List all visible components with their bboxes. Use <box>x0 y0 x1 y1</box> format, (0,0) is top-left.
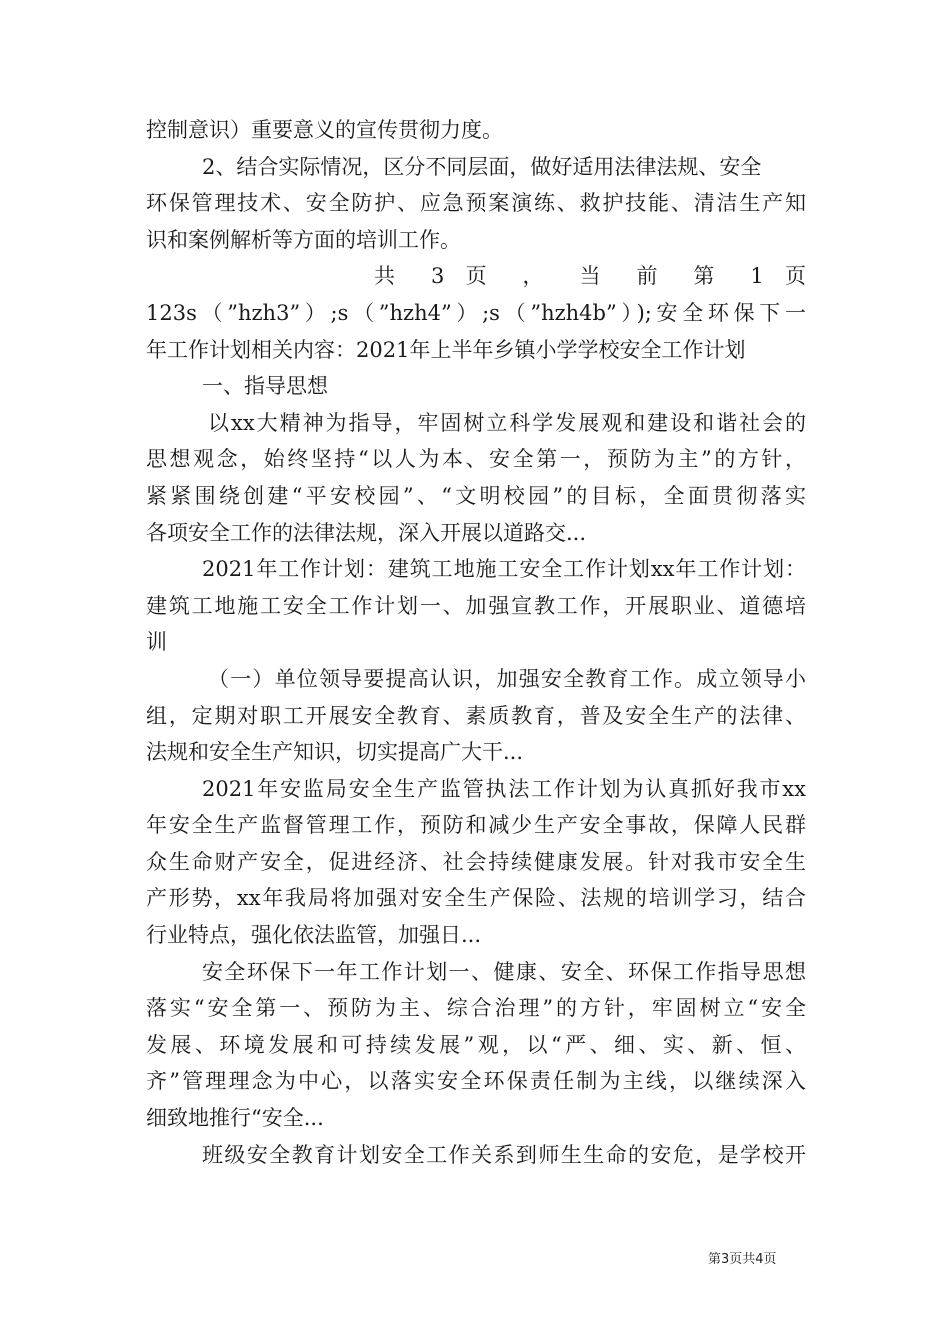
text-line: 123s（”hzh3”）;s（”hzh4”）;s（”hzh4b”）);安全环保下一 <box>146 300 806 325</box>
text-line: 环保管理技术、安全防护、应急预案演练、救护技能、清洁生产知 <box>146 191 806 216</box>
text-line: 控制意识）重要意义的宣传贯彻力度。 <box>146 118 503 142</box>
text-line: 识和案例解析等方面的培训工作。 <box>146 227 461 252</box>
text-line: 齐”管理理念为中心，以落实安全环保责任制为主线，以继续深入 <box>146 1069 806 1094</box>
text-line: 2、结合实际情况，区分不同层面，做好适用法律法规、安全 <box>202 154 762 179</box>
text-line: 法规和安全生产知识，切实提高广大干... <box>146 740 524 765</box>
section-heading: 一、指导思想 <box>202 374 328 399</box>
text-line: 众生命财产安全，促进经济、社会持续健康发展。针对我市安全生 <box>146 849 806 874</box>
text-line: 2021年安监局安全生产监管执法工作计划为认真抓好我市xx <box>202 776 806 801</box>
text-line: 各项安全工作的法律法规，深入开展以道路交... <box>146 520 587 545</box>
document-body <box>146 112 806 1173</box>
text-line: 产形势，xx年我局将加强对安全生产保险、法规的培训学习，结合 <box>146 886 806 911</box>
text-line: 组，定期对职工开展安全教育、素质教育，普及安全生产的法律、 <box>146 703 806 728</box>
text-line: 落实“安全第一、预防为主、综合治理”的方针，牢固树立“安全 <box>146 996 806 1021</box>
text-line: 班级安全教育计划安全工作关系到师生生命的安危，是学校开 <box>202 1142 806 1167</box>
text-line: 安全环保下一年工作计划一、健康、安全、环保工作指导思想 <box>202 959 806 984</box>
text-line: 训 <box>146 630 167 655</box>
text-line: 2021年工作计划：建筑工地施工安全工作计划xx年工作计划： <box>202 557 806 582</box>
text-line: 紧紧围绕创建“平安校园”、“文明校园”的目标，全面贯彻落实 <box>146 483 806 508</box>
text-line: （一）单位领导要提高认识，加强安全教育工作。成立领导小 <box>208 666 806 691</box>
text-line: 年安全生产监督管理工作，预防和减少生产安全事故，保障人民群 <box>146 813 806 838</box>
page-footer: 第3页共4页 <box>708 1252 777 1267</box>
text-line: 以xx大精神为指导，牢固树立科学发展观和建设和谐社会的 <box>208 410 806 435</box>
page-count-line: 共 3 页 ， 当 前 第 1 页 <box>374 264 806 289</box>
text-line: 细致地推行“安全... <box>146 1106 324 1131</box>
text-line: 发展、环境发展和可持续发展”观，以“严、细、实、新、恒、 <box>146 1032 806 1057</box>
text-line: 行业特点，强化依法监管，加强日... <box>146 923 482 948</box>
text-line: 年工作计划相关内容：2021年上半年乡镇小学学校安全工作计划 <box>146 337 746 362</box>
text-line: 建筑工地施工安全工作计划一、加强宣教工作，开展职业、道德培 <box>146 593 806 618</box>
text-line: 思想观念，始终坚持“以人为本、安全第一，预防为主”的方针， <box>146 447 806 472</box>
